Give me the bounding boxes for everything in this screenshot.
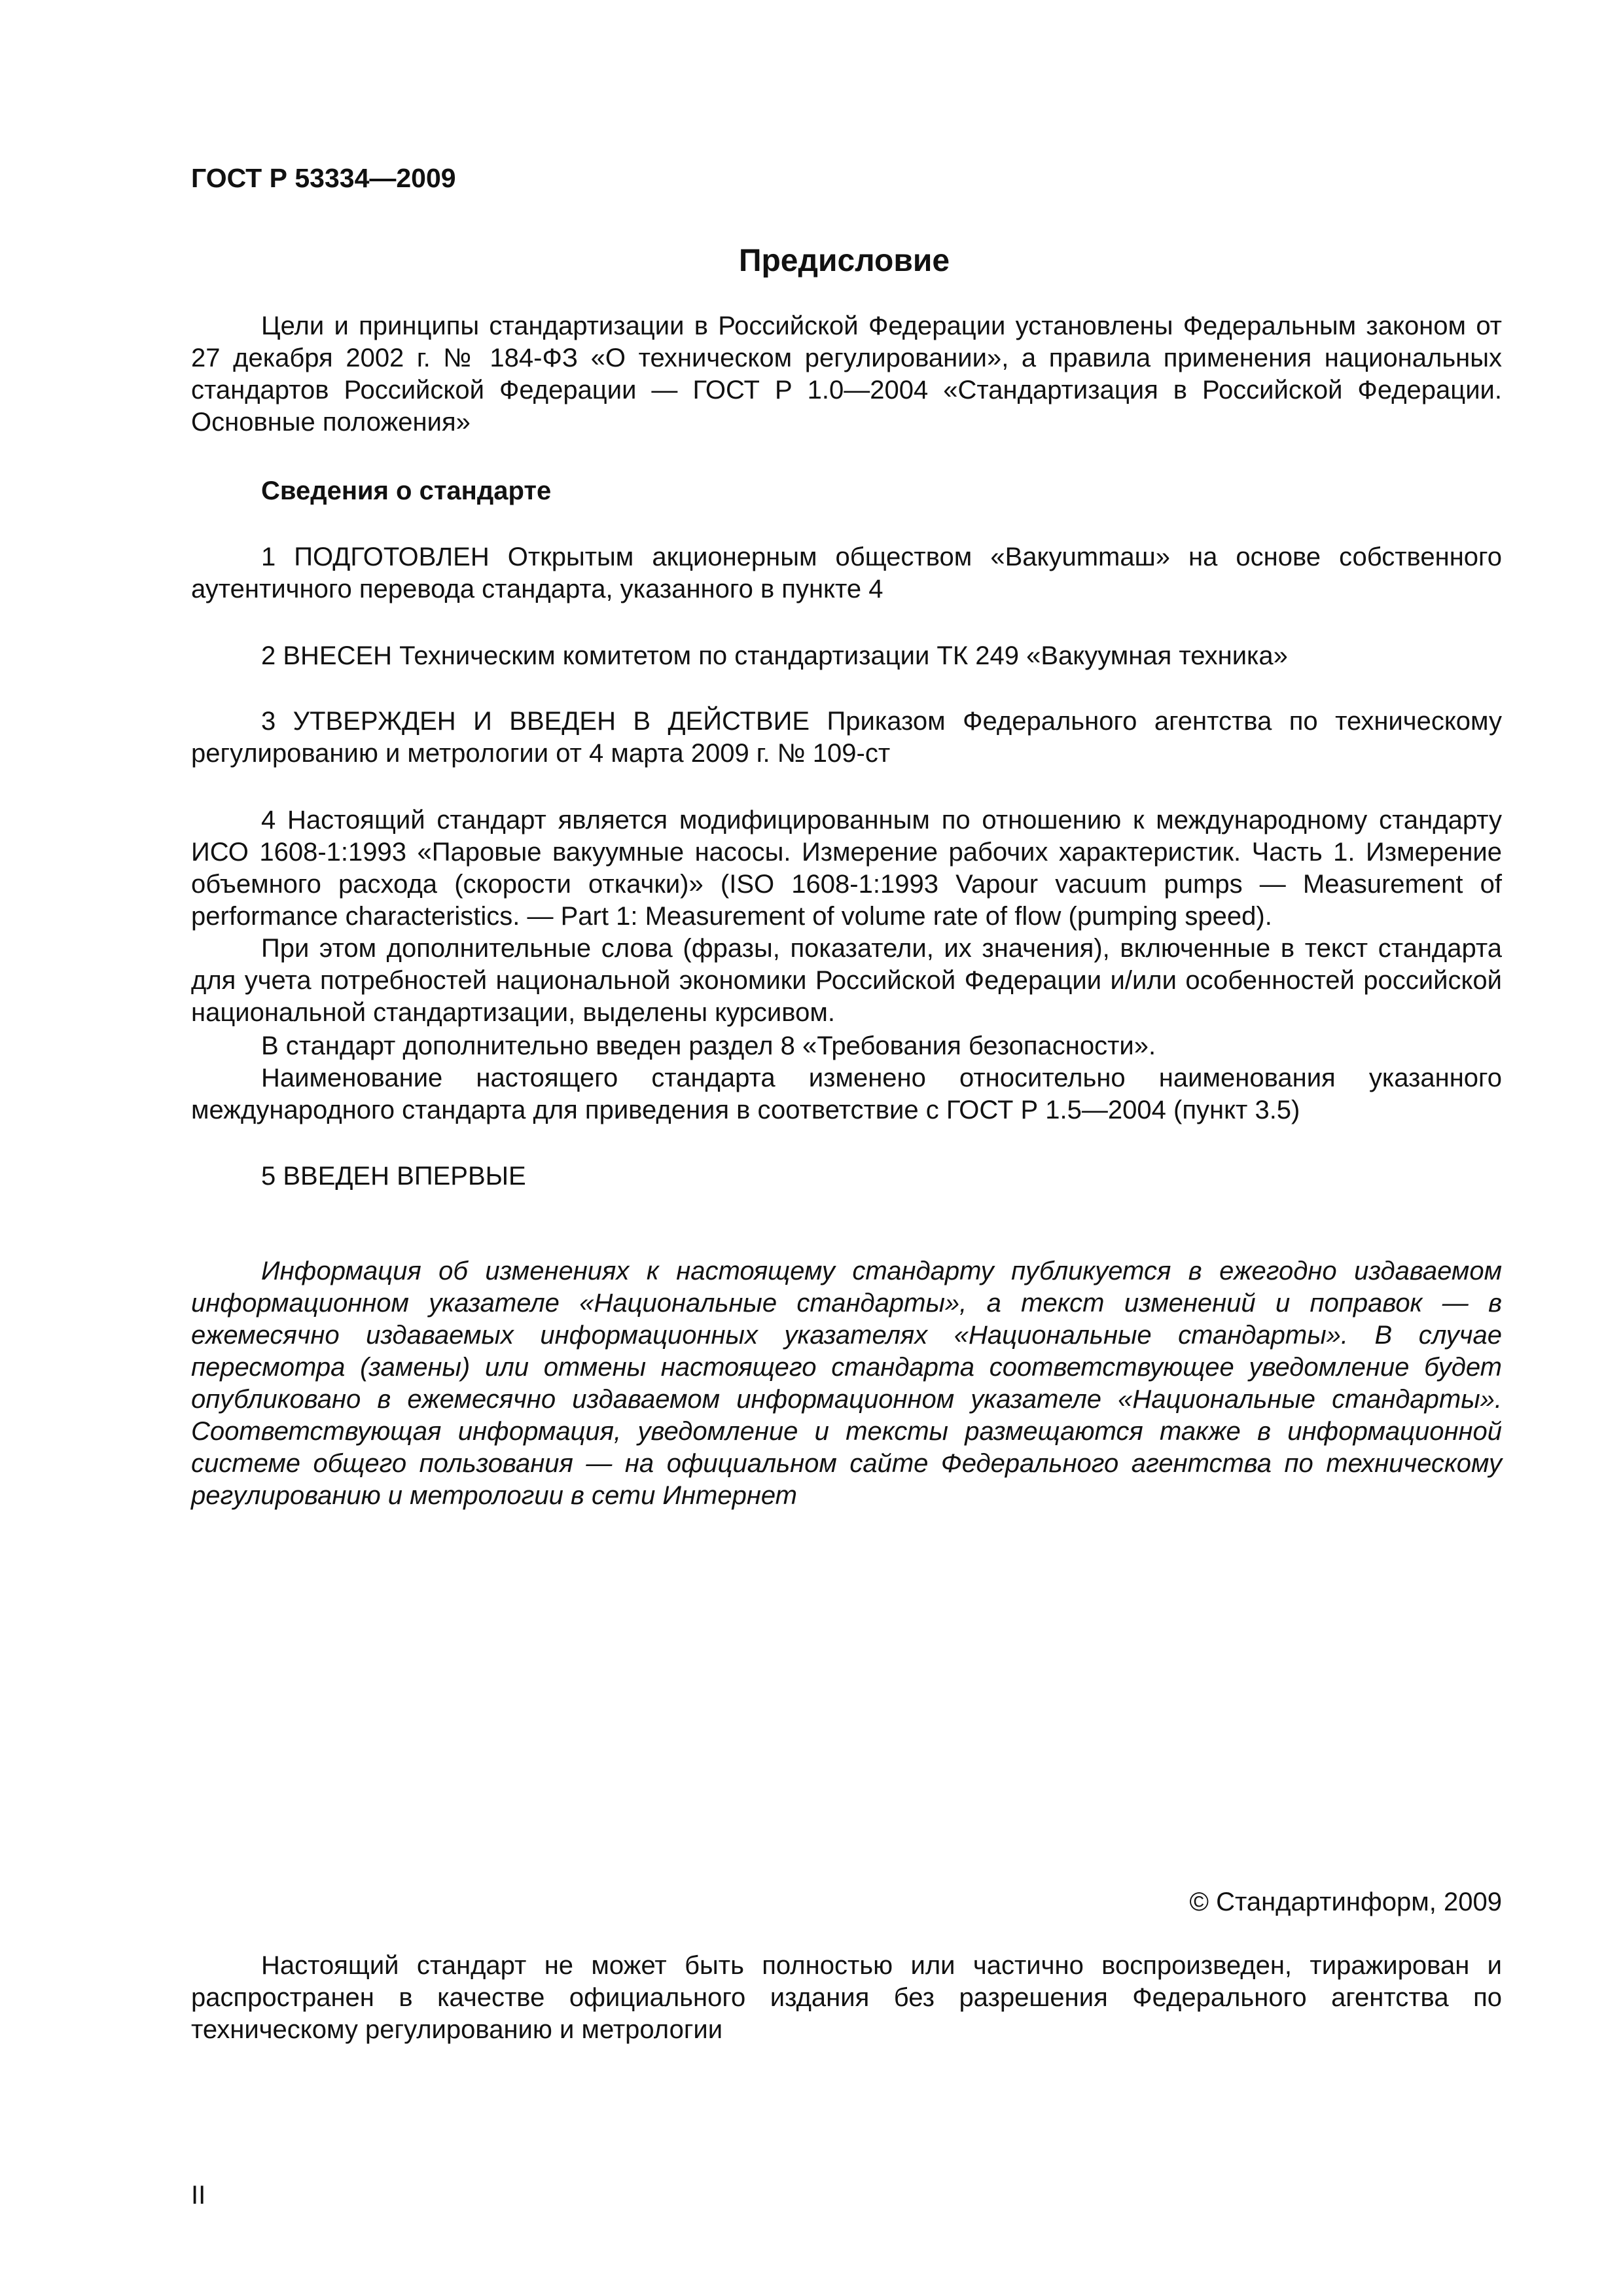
page-number: II <box>191 2181 206 2210</box>
item-5-paragraph: 5 ВВЕДЕН ВПЕРВЫЕ <box>261 1162 526 1191</box>
item-4-additional-paragraph: При этом дополнительные слова (фразы, показатели, их значения), включенные в текст стандарта для учета потребностей национальной экономики Российской Федерации и/или особенностей российской национальной стандартизации, выделены курсивом. <box>191 934 1502 1027</box>
info-notice-paragraph: Информация об изменениях к настоящему стандарту публикуется в ежегодно издаваемом информационном указателе «Национальные стандарты», а текст изменений и поправок — в ежемесячно издаваемых информационных указателях «Национальные стандарты». В случае пересмотра (замены) или отмены настоящего стандарта соответствующее уведомление будет опубликовано в ежемесячно издаваемом информационном указателе «Национальные стандарты». Соответствующая информация, уведомление и тексты размещаются также в информационной системе общего пользования — на официальном сайте Федерального агентства по техническому регулированию и метрологии в сети Интернет <box>191 1257 1502 1510</box>
item-4-paragraph: 4 Настоящий стандарт является модифицированным по отношению к международному стандарту ИСО 1608-1:1993 «Паровые вакуумные насосы. Измерение рабочих характеристик. Часть 1. Измерение объемного расхода (скорости откачки)» (ISO 1608-1:1993 Vapour vacuum pumps — Measurement of performance characteristics. — Part 1: Measurement of volume rate of flow (pumping speed). <box>191 806 1502 931</box>
document-code: ГОСТ Р 53334—2009 <box>191 163 456 193</box>
intro-paragraph: Цели и принципы стандартизации в Российской Федерации установлены Федеральным законом от 27 декабря 2002 г. № 184-ФЗ «О техническом регулировании», а правила применения национальных стандартов Российской Федерации — ГОСТ Р 1.0—2004 «Стандартизация в Российской Федерации. Основные положения» <box>191 312 1502 437</box>
reproduction-notice-paragraph: Настоящий стандарт не может быть полностью или частично воспроизведен, тиражирован и распространен в качестве официального издания без разрешения Федерального агентства по техническому регулированию и метрологии <box>191 1951 1502 2044</box>
item-4-name-paragraph: Наименование настоящего стандарта изменено относительно наименования указанного международного стандарта для приведения в соответствие с ГОСТ Р 1.5—2004 (пункт 3.5) <box>191 1064 1502 1124</box>
page-title: Предисловие <box>738 243 950 278</box>
section-heading: Сведения о стандарте <box>261 476 552 505</box>
item-4-section-paragraph: В стандарт дополнительно введен раздел 8 «Требования безопасности». <box>261 1031 1156 1060</box>
item-3-paragraph: 3 УТВЕРЖДЕН И ВВЕДЕН В ДЕЙСТВИЕ Приказом Федерального агентства по техническому регулированию и метрологии от 4 марта 2009 г. № 109-ст <box>191 707 1502 768</box>
item-2-paragraph: 2 ВНЕСЕН Техническим комитетом по стандартизации ТК 249 «Вакуумная техника» <box>261 641 1288 670</box>
copyright-line: © Стандартинформ, 2009 <box>1189 1888 1502 1916</box>
item-1-paragraph: 1 ПОДГОТОВЛЕН Открытым акционерным обществом «Вакуummаш» на основе собственного аутентичного перевода стандарта, указанного в пункте 4 <box>191 543 1502 603</box>
